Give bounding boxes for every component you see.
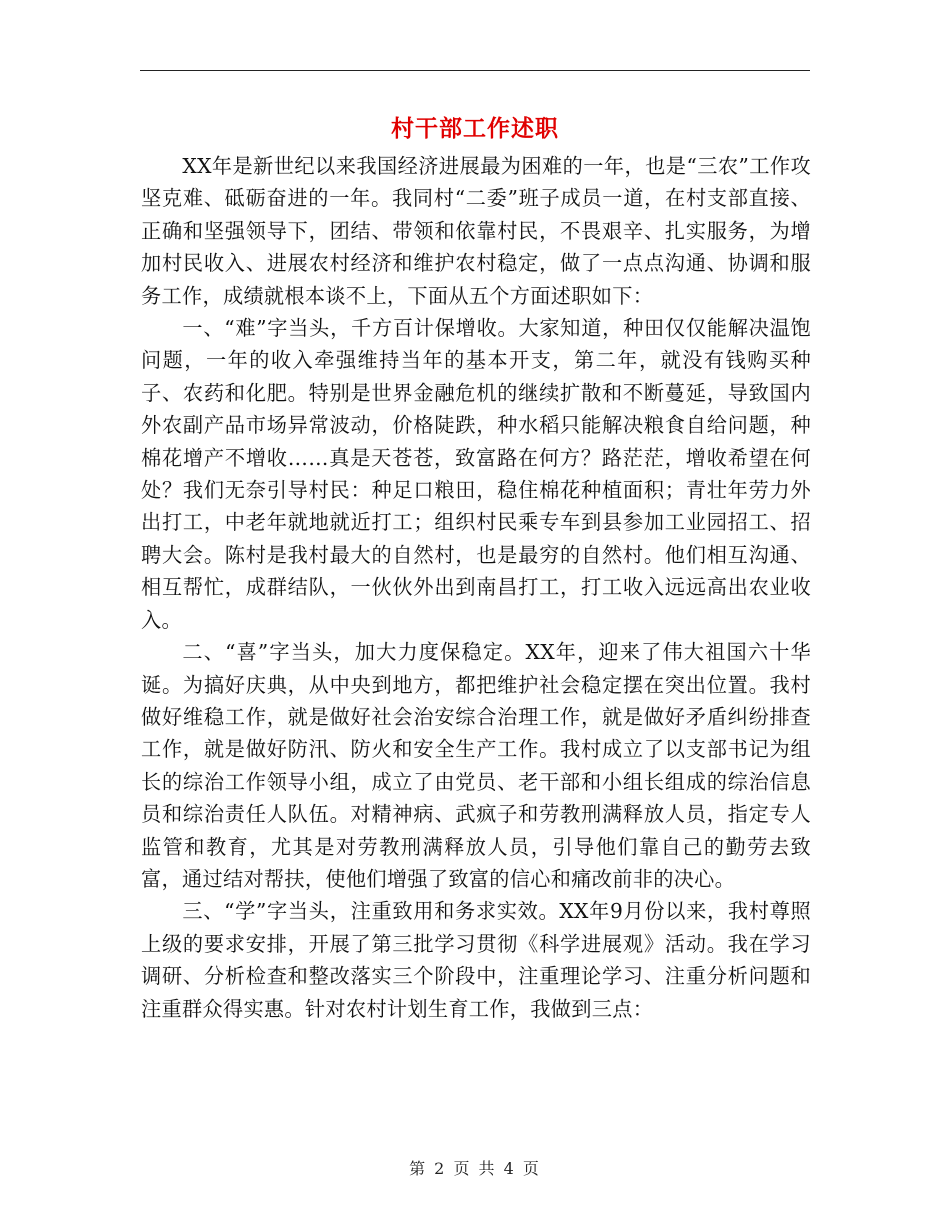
document-title: 村干部工作述职 [391, 115, 559, 142]
paragraph-section-1: 一、“难”字当头，千方百计保增收。大家知道，种田仅仅能解决温饱问题，一年的收入牵强维持当年的基本开支，第二年，就没有钱购买种子、农药和化肥。特别是世界金融危机的继续扩散和不断蔓延，导致国内外农副产品市场异常波动，价格陡跌，种水稻只能解决粮食自给问题，种棉花增产不增收……真是天苍苍，致富路在何方？路茫茫，增收希望在何处？我们无奈引导村民：种足口粮田，稳住棉花种植面积；青壮年劳力外出打工，中老年就地就近打工；组织村民乘专车到县参加工业园招工、招聘大会。陈村是我村最大的自然村，也是最穷的自然村。他们相互沟通、相互帮忙，成群结队，一伙伙外出到南昌打工，打工收入远远高出农业收入。 [141, 316, 811, 632]
header-rule [140, 70, 810, 71]
paragraph-section-2: 二、“喜”字当头，加大力度保稳定。XX年，迎来了伟大祖国六十华诞。为搞好庆典，从中央到地方，都把维护社会稳定摆在突出位置。我村做好维稳工作，就是做好社会治安综合治理工作，就是做好矛盾纠纷排查工作，就是做好防汛、防火和安全生产工作。我村成立了以支部书记为组长的综治工作领导小组，成立了由党员、老干部和小组长组成的综治信息员和综治责任人队伍。对精神病、武疯子和劳教刑满释放人员，指定专人监管和教育，尤其是对劳教刑满释放人员，引导他们靠自己的勤劳去致富，通过结对帮扶，使他们增强了致富的信心和痛改前非的决心。 [141, 640, 811, 891]
page-number: 第 2 页 共 4 页 [409, 1159, 541, 1178]
document-body [141, 150, 811, 1025]
paragraph-section-3: 三、“学”字当头，注重致用和务求实效。XX年9月份以来，我村尊照上级的要求安排，开展了第三批学习贯彻《科学进展观》活动。我在学习调研、分析检查和整改落实三个阶段中，注重理论学习、注重分析问题和注重群众得实惠。针对农村计划生育工作，我做到三点： [141, 899, 811, 1021]
paragraph-intro: XX年是新世纪以来我国经济进展最为困难的一年，也是“三农”工作攻坚克难、砥砺奋进的一年。我同村“二委”班子成员一道，在村支部直接、正确和坚强领导下，团结、带领和依靠村民，不畏艰辛、扎实服务，为增加村民收入、进展农村经济和维护农村稳定，做了一点点沟通、协调和服务工作，成绩就根本谈不上，下面从五个方面述职如下： [141, 154, 811, 308]
